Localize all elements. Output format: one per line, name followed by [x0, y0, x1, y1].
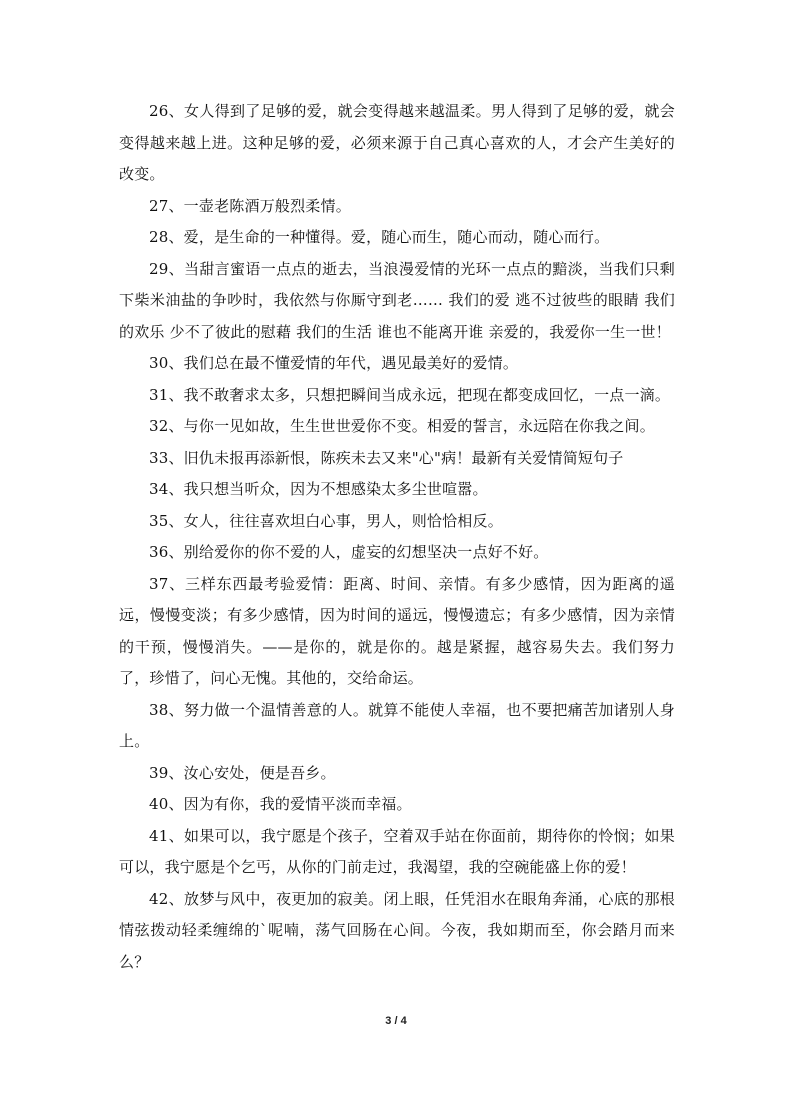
paragraph-40: 40、因为有你，我的爱情平淡而幸福。 — [149, 795, 412, 813]
paragraph-37: 37、三样东西最考验爱情：距离、时间、亲情。有多少感情，因为距离的遥远，慢慢变淡；有多少感情，因为时间的遥远，慢慢遗忘；有多少感情，因为亲情的干预，慢慢消失。——是你的，就是你的。越是紧握，越容易失去。我们努力了，珍惜了，问心无愧。其他的，交给命运。 — [119, 574, 675, 687]
paragraph-33: 33、旧仇未报再添新恨，陈疾未去又来"心"病！最新有关爱情简短句子 — [149, 448, 624, 467]
paragraph-42: 42、放梦与风中，夜更加的寂美。闭上眼，任凭泪水在眼角奔涌，心底的那根情弦拨动轻柔缠绵的`呢喃，荡气回肠在心间。今夜，我如期而至，你会踏月而来么？ — [119, 889, 675, 971]
paragraph-34: 34、我只想当听众，因为不想感染太多尘世喧嚣。 — [149, 480, 488, 498]
document-body — [119, 96, 675, 978]
paragraph-39: 39、汝心安处，便是吾乡。 — [149, 763, 336, 782]
page-number: 3 / 4 — [385, 1015, 407, 1027]
paragraph-31: 31、我不敢奢求太多，只想把瞬间当成永远，把现在都变成回忆，一点一滴。 — [149, 385, 671, 404]
paragraph-32: 32、与你一见如故，生生世世爱你不变。相爱的誓言，永远陪在你我之间。 — [149, 417, 655, 435]
paragraph-28: 28、爱，是生命的一种懂得。爱，随心而生，随心而动，随心而行。 — [149, 228, 610, 246]
paragraph-35: 35、女人，往往喜欢坦白心事，男人，则恰恰相反。 — [149, 511, 503, 530]
paragraph-36: 36、别给爱你的你不爱的人，虚妄的幻想坚决一点好不好。 — [149, 543, 549, 561]
paragraph-30: 30、我们总在最不懂爱情的年代，遇见最美好的爱情。 — [149, 354, 519, 372]
paragraph-38: 38、努力做一个温情善意的人。就算不能使人幸福，也不要把痛苦加诸别人身上。 — [119, 700, 675, 750]
paragraph-26: 26、女人得到了足够的爱，就会变得越来越温柔。男人得到了足够的爱，就会变得越来越上进。这种足够的爱，必须来源于自己真心喜欢的人，才会产生美好的改变。 — [119, 102, 675, 183]
paragraph-41: 41、如果可以，我宁愿是个孩子，空着双手站在你面前，期待你的怜悯；如果可以，我宁愿是个乞丐，从你的门前走过，我渴望，我的空碗能盛上你的爱！ — [119, 826, 675, 876]
paragraph-27: 27、一壶老陈酒万般烈柔情。 — [149, 196, 351, 215]
paragraph-29: 29、当甜言蜜语一点点的逝去，当浪漫爱情的光环一点点的黯淡，当我们只剩下柴米油盐的争吵时，我依然与你厮守到老…… 我们的爱 逃不过彼些的眼睛 我们的欢乐 少不了彼此的慰藉 我们的生活 谁也不能离开谁 亲爱的，我爱你一生一世！ — [119, 259, 675, 341]
